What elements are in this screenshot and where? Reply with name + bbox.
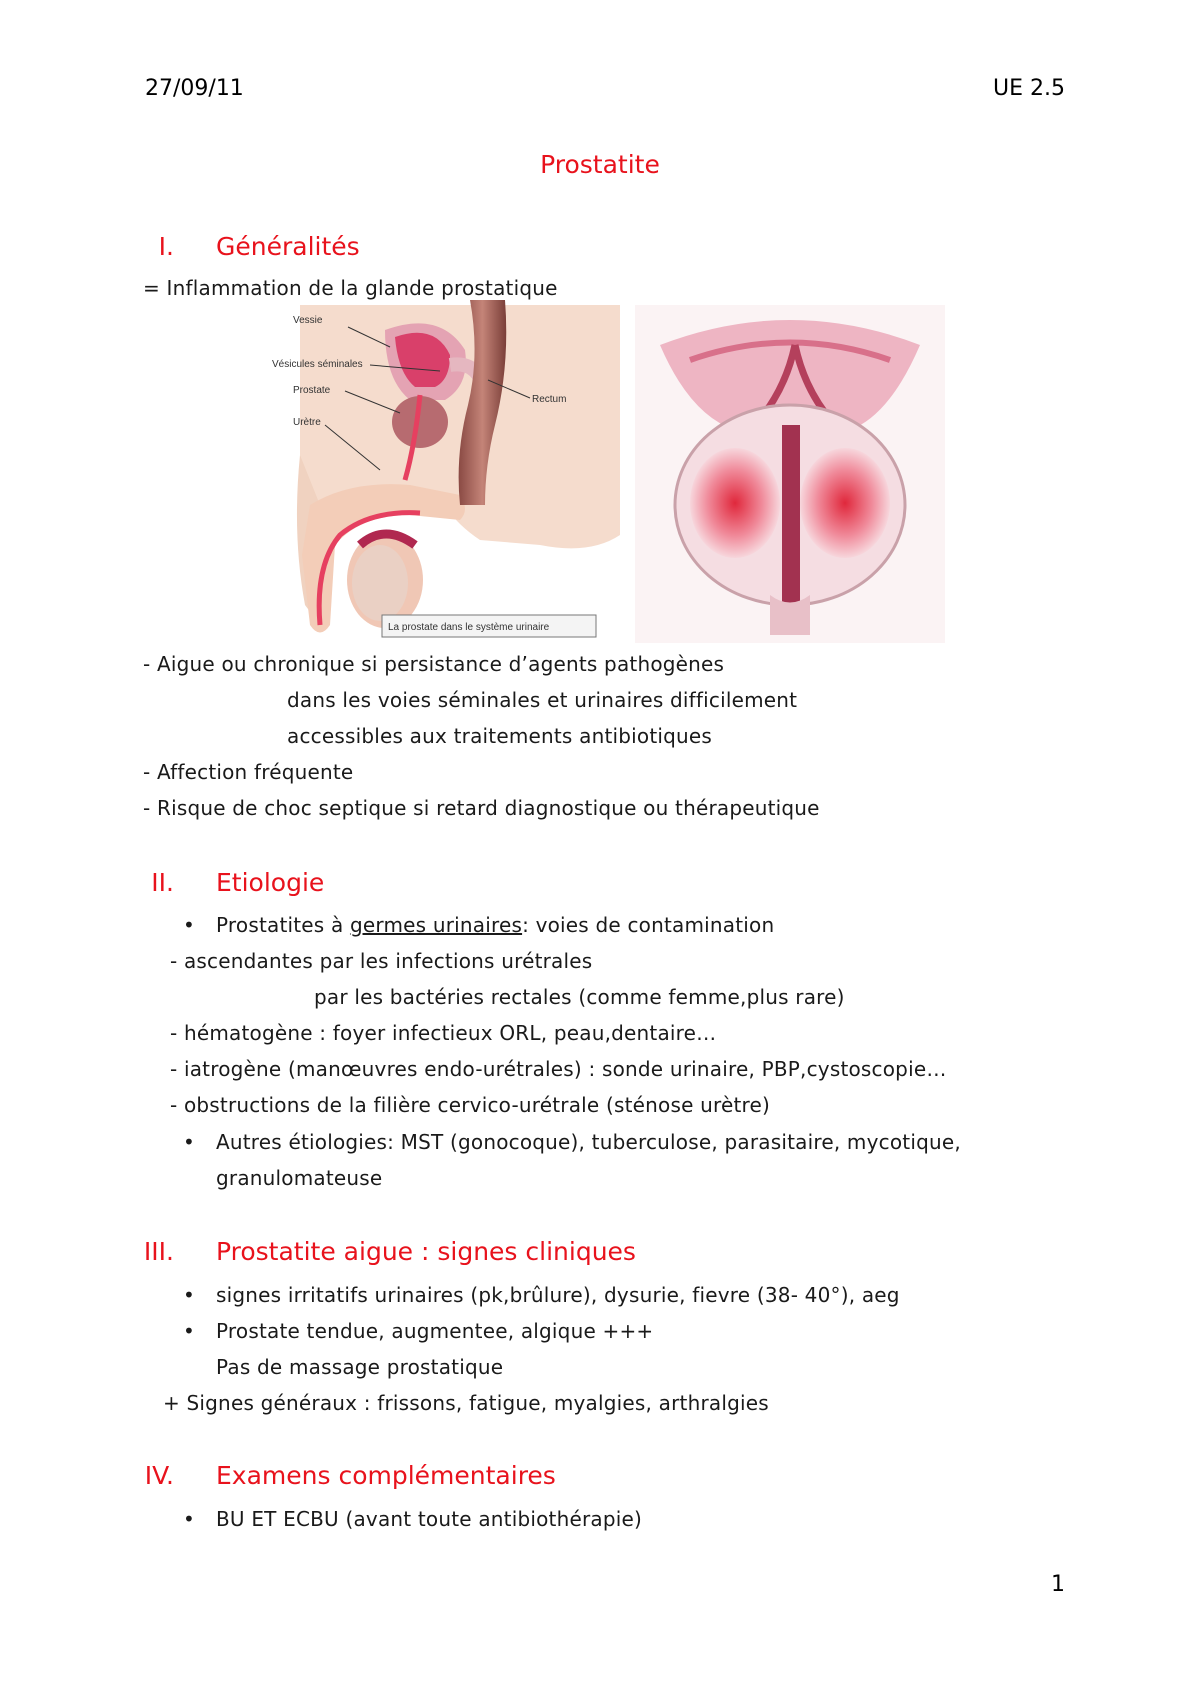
s2-bullet-2: Autres étiologies: MST (gonocoque), tuberculose, parasitaire, mycotique,: [216, 1130, 961, 1154]
s2-line-4: - iatrogène (manœuvres endo-urétrales) : sonde urinaire, PBP,cystoscopie…: [170, 1057, 947, 1081]
s3-bullet-2-marker: •: [183, 1319, 195, 1343]
section-4-heading: [144, 1461, 556, 1490]
s2-line-2: par les bactéries rectales (comme femme,plus rare): [314, 985, 845, 1009]
s2-line-5: - obstructions de la filière cervico-urétrale (sténose urètre): [170, 1093, 771, 1117]
label-vesicules: Vésicules séminales: [272, 359, 363, 370]
s2-line-1: - ascendantes par les infections urétrales: [170, 949, 593, 973]
s4-bullet-1-marker: •: [183, 1507, 195, 1531]
s2-bullet-1-underlined: germes urinaires: [349, 913, 523, 937]
s2-bullet-1: [216, 913, 774, 937]
section-2-number: II.: [151, 868, 174, 897]
s2-bullet-1-pre: Prostatites à: [216, 913, 350, 937]
label-uretre: Urètre: [293, 417, 321, 428]
section-1-title: Généralités: [216, 232, 360, 261]
s3-bullet-1: signes irritatifs urinaires (pk,brûlure), dysurie, fievre (38- 40°), aeg: [216, 1283, 900, 1307]
s2-bullet-1-marker: •: [183, 913, 195, 937]
s2-bullet-1-post: : voies de contamination: [522, 913, 775, 937]
s4-bullet-1: BU ET ECBU (avant toute antibiothérapie): [216, 1507, 643, 1531]
label-vessie: Vessie: [293, 315, 323, 326]
s3-bullet-2: Prostate tendue, augmentee, algique +++: [216, 1319, 654, 1343]
s1-line-2: dans les voies séminales et urinaires difficilement: [287, 688, 798, 712]
sagittal-view: [272, 300, 620, 643]
s1-definition: = Inflammation de la glande prostatique: [143, 276, 558, 300]
anatomy-figure: [272, 305, 945, 647]
section-4-title: Examens complémentaires: [216, 1461, 556, 1490]
section-3-heading: [143, 1237, 636, 1266]
s3-line-1: + Signes généraux : frissons, fatigue, myalgies, arthralgies: [163, 1391, 769, 1415]
s2-bullet-2-marker: •: [183, 1130, 195, 1154]
section-3-number: III.: [143, 1237, 174, 1266]
section-2-heading: [151, 868, 325, 897]
s1-line-4: - Affection fréquente: [143, 760, 354, 784]
s2-line-3: - hématogène : foyer infectieux ORL, peau,dentaire…: [170, 1021, 717, 1045]
section-4-number: IV.: [144, 1461, 174, 1490]
prostate-cross-section: [635, 305, 945, 643]
figure-caption: La prostate dans le système urinaire: [388, 622, 550, 633]
section-2-title: Etiologie: [216, 868, 325, 897]
anatomy-illustration: [272, 305, 945, 643]
page-number: 1: [1051, 1572, 1065, 1597]
s3-bullet-1-marker: •: [183, 1283, 195, 1307]
label-rectum: Rectum: [532, 394, 567, 405]
label-prostate: Prostate: [293, 385, 331, 396]
s1-line-1: - Aigue ou chronique si persistance d’agents pathogènes: [143, 652, 725, 676]
section-1-heading: [158, 232, 360, 261]
s1-line-3: accessibles aux traitements antibiotiques: [287, 724, 713, 748]
page-title: Prostatite: [540, 150, 660, 179]
section-3-title: Prostatite aigue : signes cliniques: [216, 1237, 636, 1266]
header-course: UE 2.5: [993, 76, 1065, 101]
s3-bullet-2-cont: Pas de massage prostatique: [216, 1355, 504, 1379]
s1-line-5: - Risque de choc septique si retard diagnostique ou thérapeutique: [143, 796, 820, 820]
s2-bullet-2-cont: granulomateuse: [216, 1166, 383, 1190]
section-1-number: I.: [158, 232, 174, 261]
header-date: 27/09/11: [145, 76, 244, 101]
